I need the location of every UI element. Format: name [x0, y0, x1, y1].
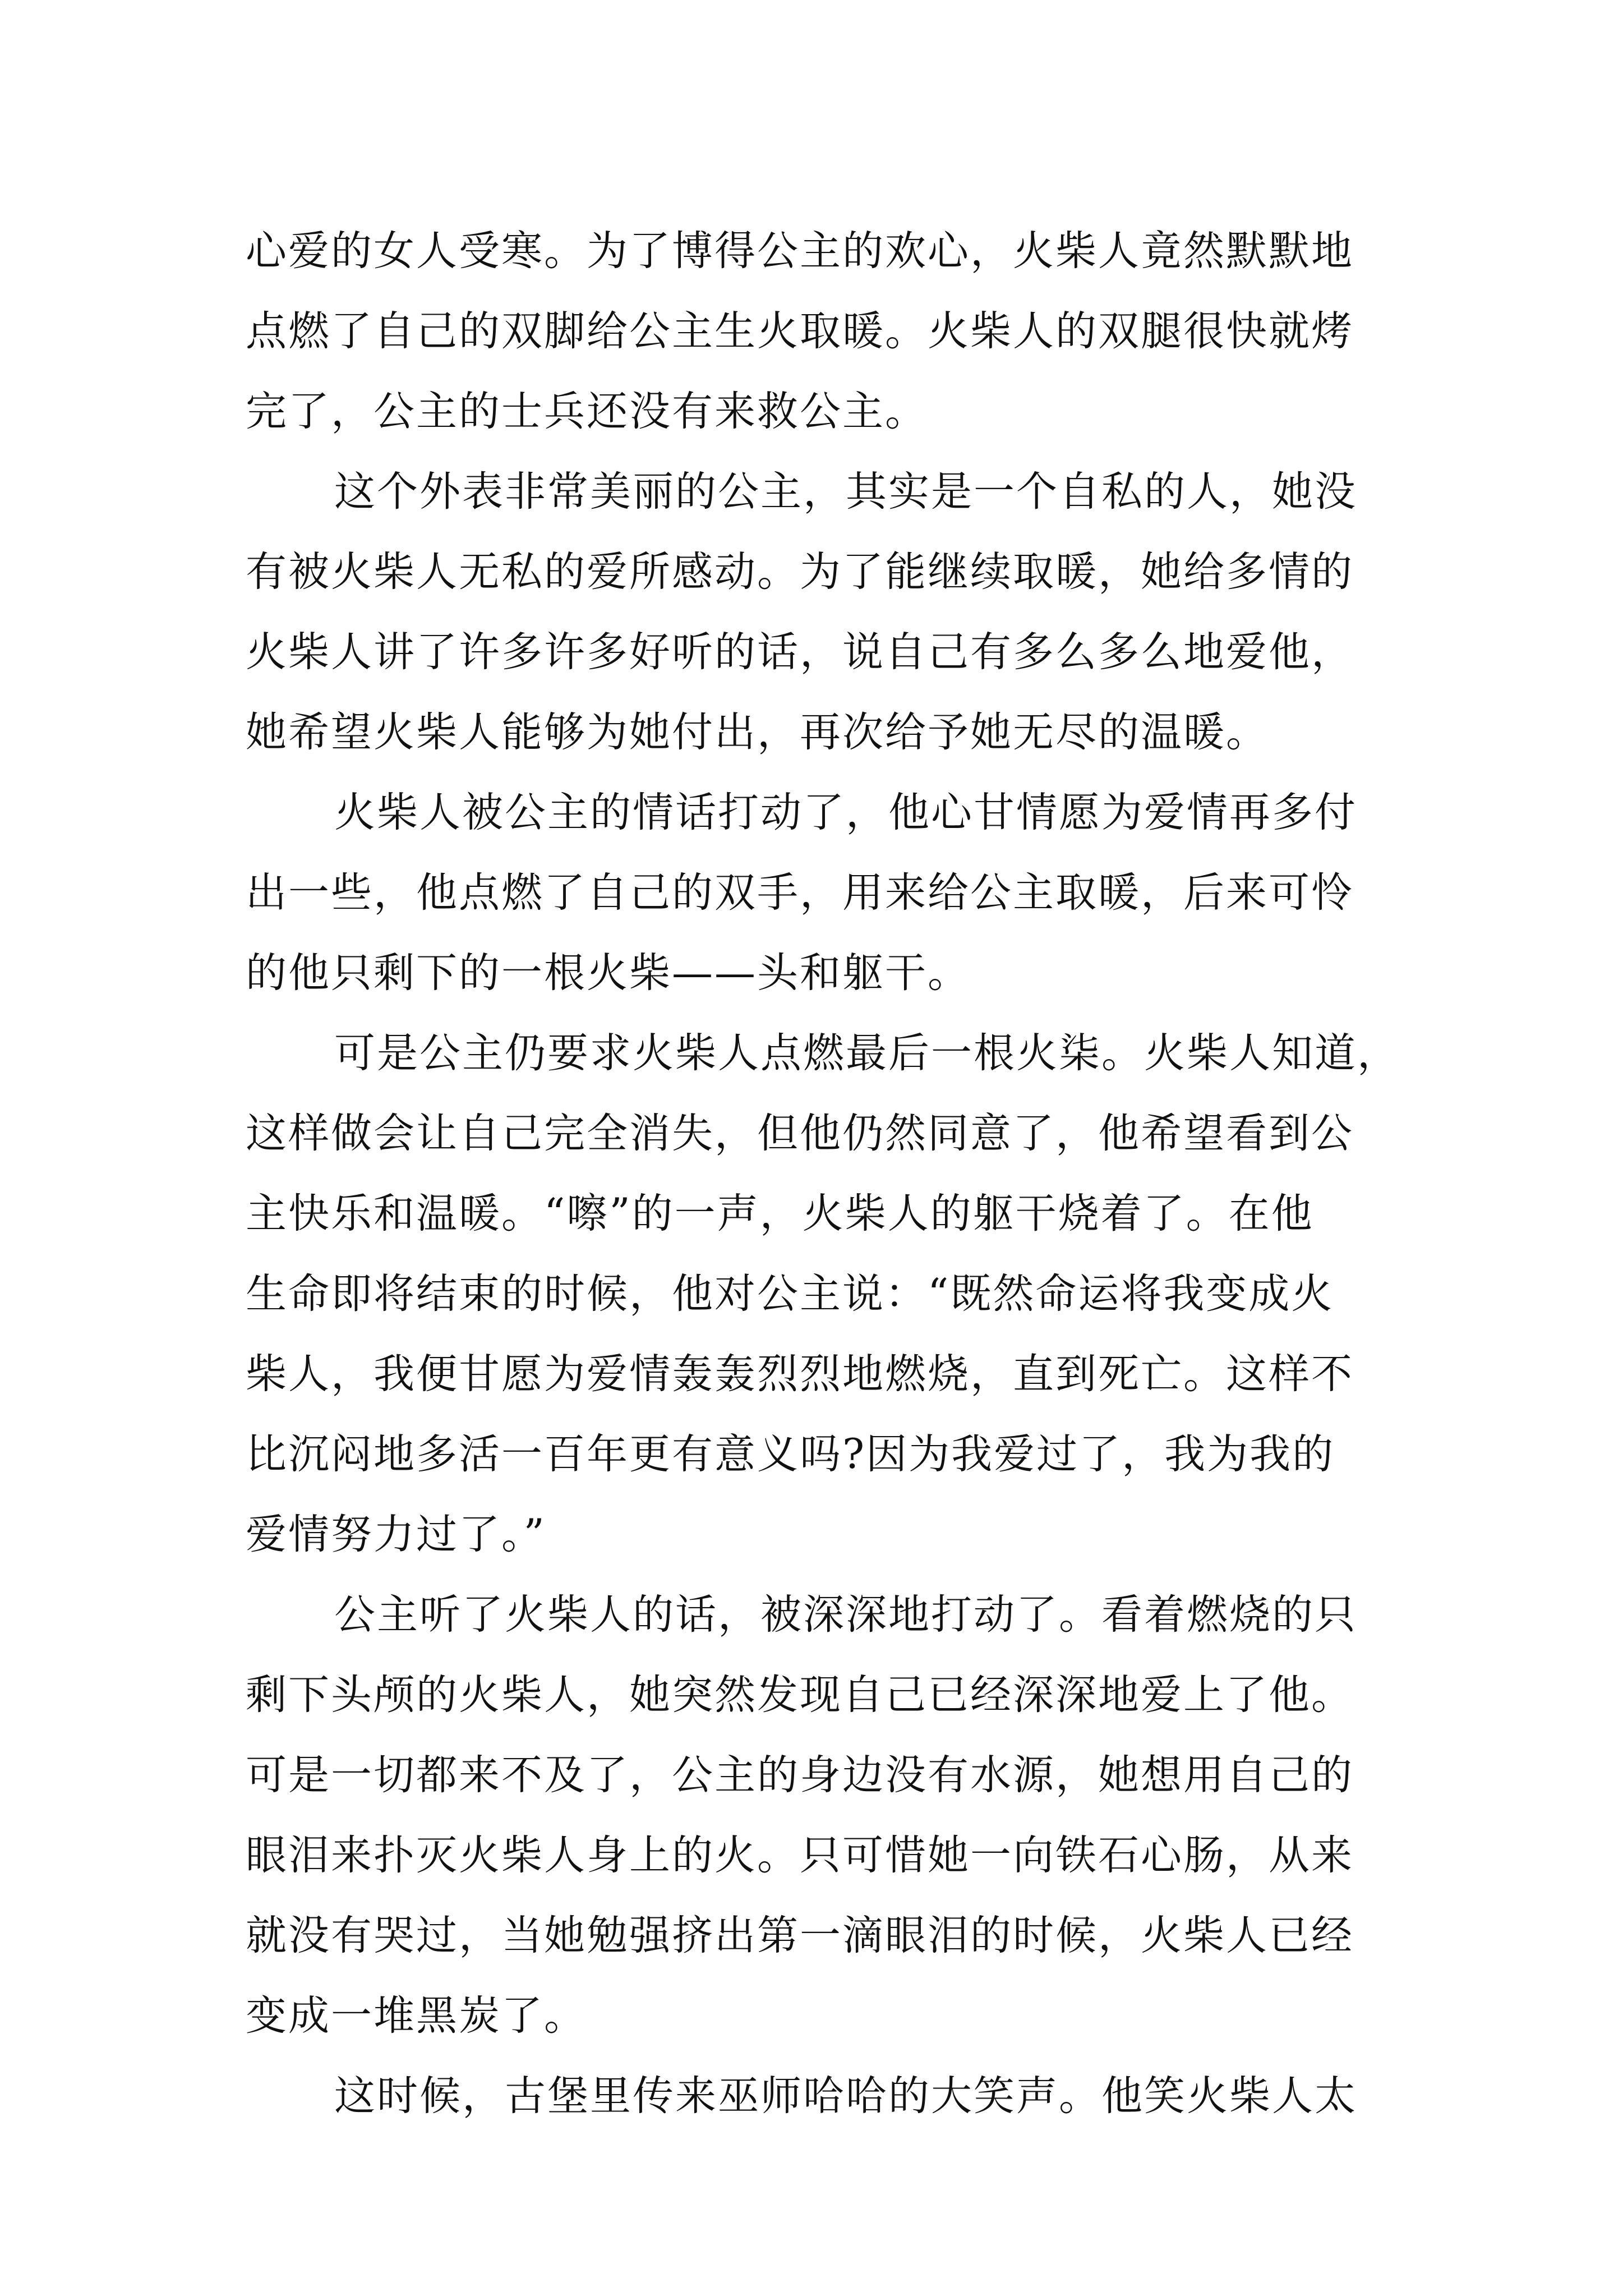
text-line: 比沉闷地多活一百年更有意义吗?因为我爱过了，我为我的 — [246, 1430, 1335, 1478]
text-line: 出一些，他点燃了自己的双手，用来给公主取暖，后来可怜 — [246, 869, 1354, 917]
paragraph-first-line: 公主听了火柴人的话，被深深地打动了。看着燃烧的只 — [334, 1591, 1357, 1639]
paragraph-first-line: 这个外表非常美丽的公主，其实是一个自私的人，她没 — [334, 468, 1357, 516]
text-line: 生命即将结束的时候，他对公主说：“既然命运将我变成火 — [246, 1270, 1334, 1318]
text-line: 可是一切都来不及了，公主的身边没有水源，她想用自己的 — [246, 1751, 1354, 1799]
text-line: 心爱的女人受寒。为了博得公主的欢心，火柴人竟然默默地 — [246, 227, 1354, 275]
text-line: 眼泪来扑灭火柴人身上的火。只可惜她一向铁石心肠，从来 — [246, 1832, 1354, 1879]
paragraph-first-line: 火柴人被公主的情话打动了，他心甘情愿为爱情再多付 — [334, 789, 1357, 836]
text-line: 她希望火柴人能够为她付出，再次给予她无尽的温暖。 — [246, 708, 1269, 756]
story-text — [246, 211, 1400, 2136]
text-line: 点燃了自己的双脚给公主生火取暖。火柴人的双腿很快就烤 — [246, 307, 1354, 355]
text-line: 主快乐和温暖。“嚓”的一声，火柴人的躯干烧着了。在他 — [246, 1190, 1314, 1237]
text-line: 的他只剩下的一根火柴——头和躯干。 — [246, 949, 970, 997]
text-line: 剩下头颅的火柴人，她突然发现自己已经深深地爱上了他。 — [246, 1671, 1354, 1719]
text-line: 这样做会让自己完全消失，但他仍然同意了，他希望看到公 — [246, 1110, 1354, 1157]
paragraph-first-line: 这时候，古堡里传来巫师哈哈的大笑声。他笑火柴人太 — [334, 2072, 1357, 2120]
text-line: 爱情努力过了。” — [246, 1511, 546, 1558]
text-line: 完了，公主的士兵还没有来救公主。 — [246, 388, 928, 435]
text-line: 火柴人讲了许多许多好听的话，说自己有多么多么地爱他， — [246, 628, 1354, 676]
text-line: 有被火柴人无私的爱所感动。为了能继续取暖，她给多情的 — [246, 548, 1354, 596]
text-line: 变成一堆黑炭了。 — [246, 1992, 587, 2040]
text-line: 柴人，我便甘愿为爱情轰轰烈烈地燃烧，直到死亡。这样不 — [246, 1350, 1354, 1398]
text-line: 就没有哭过，当她勉强挤出第一滴眼泪的时候，火柴人已经 — [246, 1912, 1354, 1959]
paragraph-first-line: 可是公主仍要求火柴人点燃最后一根火柒。火柴人知道， — [334, 1029, 1400, 1077]
